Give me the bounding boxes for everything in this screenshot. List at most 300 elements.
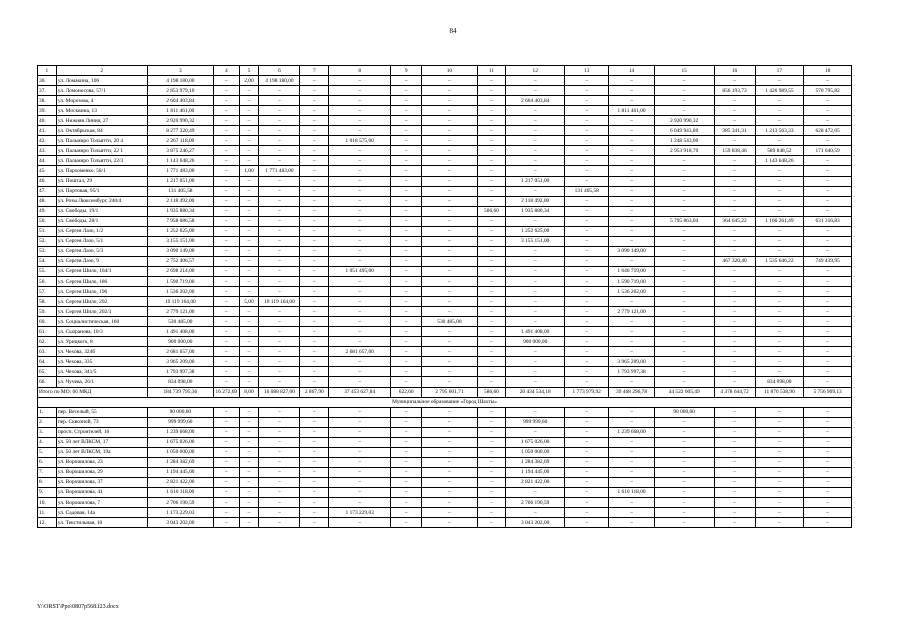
table-cell: – bbox=[609, 508, 654, 518]
table-cell: – bbox=[477, 176, 506, 186]
table-cell: – bbox=[477, 457, 506, 467]
table-cell: – bbox=[422, 417, 477, 427]
table-cell: ул. Текстильная, 10 bbox=[56, 518, 147, 528]
table-cell: – bbox=[755, 407, 804, 417]
table-cell: 1 143 648,26 bbox=[755, 156, 804, 166]
table-cell: 3 155 151,00 bbox=[147, 236, 213, 246]
table-cell: – bbox=[422, 508, 477, 518]
table-cell: – bbox=[422, 447, 477, 457]
table-cell: – bbox=[565, 146, 609, 156]
table-cell: – bbox=[391, 216, 422, 226]
table-cell: 7 bbox=[300, 66, 329, 76]
table-cell: 2 920 990,32 bbox=[147, 116, 213, 126]
table-cell: – bbox=[714, 116, 755, 126]
table-cell: 11 bbox=[477, 66, 506, 76]
table-row bbox=[38, 86, 852, 96]
table-cell: – bbox=[654, 437, 714, 447]
table-cell: – bbox=[477, 276, 506, 286]
table-cell: – bbox=[391, 287, 422, 297]
table-cell: 16 bbox=[714, 66, 755, 76]
table-cell: – bbox=[755, 276, 804, 286]
table-cell: 2 118 492,00 bbox=[147, 196, 213, 206]
table-cell: – bbox=[259, 236, 300, 246]
table-cell: 586,60 bbox=[477, 387, 506, 397]
table-cell: – bbox=[259, 447, 300, 457]
table-cell: – bbox=[565, 407, 609, 417]
table-cell: – bbox=[565, 337, 609, 347]
table-cell: 2 752 406,57 bbox=[147, 256, 213, 266]
table-cell: – bbox=[477, 518, 506, 528]
table-cell: – bbox=[422, 186, 477, 196]
table-cell: – bbox=[329, 317, 391, 327]
table-cell: – bbox=[300, 337, 329, 347]
table-cell: – bbox=[422, 518, 477, 528]
table-cell: 900 000,00 bbox=[147, 337, 213, 347]
table-cell: – bbox=[329, 216, 391, 226]
table-cell: 45. bbox=[38, 166, 57, 176]
table-cell: – bbox=[714, 276, 755, 286]
table-cell: – bbox=[259, 407, 300, 417]
table-cell: – bbox=[391, 427, 422, 437]
table-cell: 1 252 625,00 bbox=[506, 226, 565, 236]
table-cell: 2 920 990,32 bbox=[654, 116, 714, 126]
table-cell: – bbox=[565, 266, 609, 276]
table-cell: 2 267 118,00 bbox=[147, 136, 213, 146]
table-row bbox=[38, 467, 852, 477]
table-cell: – bbox=[609, 457, 654, 467]
table-cell: – bbox=[654, 196, 714, 206]
table-cell: 13 bbox=[565, 66, 609, 76]
table-cell: ул. Октябрьская, 84 bbox=[56, 126, 147, 136]
table-cell: – bbox=[714, 367, 755, 377]
table-cell: – bbox=[300, 276, 329, 286]
table-cell: – bbox=[654, 457, 714, 467]
table-row bbox=[38, 307, 852, 317]
table-cell: – bbox=[259, 487, 300, 497]
table-cell: – bbox=[239, 186, 259, 196]
table-cell: – bbox=[755, 166, 804, 176]
table-cell: – bbox=[565, 367, 609, 377]
table-cell: – bbox=[214, 116, 239, 126]
table-cell: – bbox=[609, 96, 654, 106]
table-cell: – bbox=[506, 317, 565, 327]
table-cell: – bbox=[214, 467, 239, 477]
table-cell: – bbox=[422, 236, 477, 246]
table-cell: – bbox=[239, 437, 259, 447]
table-cell: – bbox=[654, 176, 714, 186]
table-cell: – bbox=[804, 116, 852, 126]
table-cell: – bbox=[422, 96, 477, 106]
table-cell: 1 771 483,00 bbox=[259, 166, 300, 176]
table-cell: – bbox=[755, 427, 804, 437]
table-cell: – bbox=[239, 206, 259, 216]
table-cell: – bbox=[755, 226, 804, 236]
table-cell: – bbox=[259, 307, 300, 317]
section-title: Муниципальное образование «Город Шахты» bbox=[38, 397, 852, 407]
table-cell: – bbox=[214, 498, 239, 508]
table-cell: – bbox=[804, 498, 852, 508]
table-cell: 2 604 403,84 bbox=[147, 96, 213, 106]
table-cell: – bbox=[477, 477, 506, 487]
table-cell: – bbox=[477, 337, 506, 347]
table-cell: – bbox=[259, 437, 300, 447]
table-cell: 1 491 408,00 bbox=[147, 327, 213, 337]
table-cell: – bbox=[239, 126, 259, 136]
table-cell: – bbox=[329, 437, 391, 447]
table-cell: – bbox=[239, 367, 259, 377]
table-cell: – bbox=[506, 136, 565, 146]
table-cell: – bbox=[804, 156, 852, 166]
table-cell: – bbox=[259, 498, 300, 508]
table-cell: – bbox=[477, 136, 506, 146]
table-cell: – bbox=[565, 236, 609, 246]
table-cell: 12 bbox=[506, 66, 565, 76]
table-cell: – bbox=[804, 96, 852, 106]
table-cell: – bbox=[391, 226, 422, 236]
table-cell: – bbox=[259, 457, 300, 467]
table-cell: – bbox=[239, 487, 259, 497]
table-cell: – bbox=[391, 76, 422, 86]
table-header-row bbox=[38, 66, 852, 76]
table-cell: – bbox=[391, 377, 422, 387]
table-cell: – bbox=[300, 377, 329, 387]
table-cell: – bbox=[422, 136, 477, 146]
table-cell: – bbox=[714, 518, 755, 528]
table-cell: – bbox=[565, 357, 609, 367]
table-cell: – bbox=[422, 498, 477, 508]
table-cell: 364 645,22 bbox=[714, 216, 755, 226]
table-cell: – bbox=[239, 417, 259, 427]
table-cell: – bbox=[506, 186, 565, 196]
table-cell: – bbox=[329, 467, 391, 477]
table-row bbox=[38, 216, 852, 226]
table-cell: – bbox=[329, 367, 391, 377]
table-cell: – bbox=[214, 357, 239, 367]
table-cell: – bbox=[609, 407, 654, 417]
table-cell: ул. Садовая, 14а bbox=[56, 508, 147, 518]
table-cell: ул. Свободы, 19/1 bbox=[56, 206, 147, 216]
table-cell: – bbox=[565, 246, 609, 256]
table-cell: – bbox=[654, 498, 714, 508]
table-cell: – bbox=[477, 226, 506, 236]
table-cell: 1 239 668,00 bbox=[609, 427, 654, 437]
table-cell: 44 522 605,49 bbox=[654, 387, 714, 397]
table-cell: 628 472,05 bbox=[804, 126, 852, 136]
table-cell: – bbox=[804, 467, 852, 477]
table-cell: – bbox=[422, 367, 477, 377]
table-cell: – bbox=[239, 196, 259, 206]
table-cell: – bbox=[329, 96, 391, 106]
table-cell: – bbox=[300, 176, 329, 186]
table-row bbox=[38, 156, 852, 166]
table-cell: – bbox=[300, 307, 329, 317]
table-cell: – bbox=[391, 276, 422, 286]
table-cell: – bbox=[300, 518, 329, 528]
table-cell: – bbox=[714, 327, 755, 337]
table-cell: – bbox=[259, 327, 300, 337]
table-cell: – bbox=[300, 116, 329, 126]
table-cell: ул. Ворошилова, 29 bbox=[56, 467, 147, 477]
table-cell: – bbox=[755, 508, 804, 518]
table-row bbox=[38, 206, 852, 216]
table-cell: ул. Ворошилова, 7 bbox=[56, 498, 147, 508]
table-cell: 1 935 880,34 bbox=[506, 206, 565, 216]
table-cell: – bbox=[300, 96, 329, 106]
table-row bbox=[38, 126, 852, 136]
table-cell: – bbox=[755, 246, 804, 256]
table-cell: – bbox=[755, 317, 804, 327]
table-cell: – bbox=[214, 106, 239, 116]
table-cell: – bbox=[477, 216, 506, 226]
table-row bbox=[38, 357, 852, 367]
table-cell: – bbox=[329, 297, 391, 307]
table-cell: 42. bbox=[38, 136, 57, 146]
table-cell: – bbox=[300, 487, 329, 497]
table-row bbox=[38, 447, 852, 457]
table-cell: – bbox=[214, 457, 239, 467]
table-cell: – bbox=[755, 206, 804, 216]
table-cell: – bbox=[804, 136, 852, 146]
table-cell: 60. bbox=[38, 317, 57, 327]
table-cell: – bbox=[654, 417, 714, 427]
table-cell: – bbox=[259, 266, 300, 276]
table-cell: ул. Морозова, 4 bbox=[56, 96, 147, 106]
table-cell: – bbox=[391, 447, 422, 457]
table-cell: – bbox=[755, 347, 804, 357]
table-cell: – bbox=[714, 467, 755, 477]
table-cell: 1 217 051,00 bbox=[506, 176, 565, 186]
table-cell: – bbox=[259, 518, 300, 528]
table-cell: – bbox=[804, 407, 852, 417]
table-cell: 3 043 202,00 bbox=[147, 518, 213, 528]
table-cell: ул. Пальмиро Тольятти, 22 1 bbox=[56, 146, 147, 156]
table-cell: – bbox=[506, 116, 565, 126]
table-cell: – bbox=[654, 317, 714, 327]
table-cell: – bbox=[239, 116, 259, 126]
table-cell: 39 468 296,78 bbox=[609, 387, 654, 397]
table-cell: 39. bbox=[38, 106, 57, 116]
table-cell: – bbox=[391, 146, 422, 156]
table-cell: 47. bbox=[38, 186, 57, 196]
table-cell: – bbox=[654, 347, 714, 357]
table-cell: – bbox=[714, 498, 755, 508]
table-cell: – bbox=[329, 256, 391, 266]
table-cell: – bbox=[477, 327, 506, 337]
table-row bbox=[38, 367, 852, 377]
table-cell: – bbox=[214, 508, 239, 518]
table-cell: – bbox=[714, 186, 755, 196]
table-cell: – bbox=[259, 417, 300, 427]
table-cell: 62. bbox=[38, 337, 57, 347]
table-cell: – bbox=[391, 437, 422, 447]
table-cell: – bbox=[239, 256, 259, 266]
table-cell: 1 173 229,03 bbox=[147, 508, 213, 518]
table-cell: – bbox=[391, 206, 422, 216]
table-cell: – bbox=[259, 276, 300, 286]
table-row bbox=[38, 347, 852, 357]
table-cell: – bbox=[259, 347, 300, 357]
table-cell: 3 090 149,00 bbox=[609, 246, 654, 256]
table-cell: – bbox=[804, 287, 852, 297]
table-cell: – bbox=[329, 307, 391, 317]
table-cell: – bbox=[239, 467, 259, 477]
table-cell: – bbox=[214, 166, 239, 176]
table-cell: 2 698 214,00 bbox=[147, 266, 213, 276]
table-cell: – bbox=[609, 347, 654, 357]
table-cell: 1 194 445,00 bbox=[506, 467, 565, 477]
table-cell: – bbox=[259, 156, 300, 166]
table-cell: – bbox=[300, 266, 329, 276]
table-cell: – bbox=[214, 276, 239, 286]
table-cell: – bbox=[506, 377, 565, 387]
table-cell: – bbox=[565, 317, 609, 327]
table-cell: 900 000,00 bbox=[506, 337, 565, 347]
table-cell: – bbox=[654, 156, 714, 166]
table-cell: 570 795,82 bbox=[804, 86, 852, 96]
table-cell: 3 043 202,00 bbox=[506, 518, 565, 528]
table-cell: – bbox=[239, 226, 259, 236]
table-cell: – bbox=[804, 337, 852, 347]
table-cell: – bbox=[714, 447, 755, 457]
table-cell: ул. Пархоменко, 58/1 bbox=[56, 166, 147, 176]
table-cell: – bbox=[654, 467, 714, 477]
table-cell: – bbox=[391, 246, 422, 256]
table-cell: – bbox=[329, 337, 391, 347]
table-cell: – bbox=[714, 407, 755, 417]
table-cell: 5,00 bbox=[239, 297, 259, 307]
table-cell: – bbox=[755, 96, 804, 106]
table-cell: – bbox=[506, 276, 565, 286]
table-cell: 1 646 719,00 bbox=[609, 266, 654, 276]
table-row bbox=[38, 196, 852, 206]
table-cell: – bbox=[565, 307, 609, 317]
table-cell: – bbox=[654, 106, 714, 116]
table-cell: – bbox=[329, 287, 391, 297]
table-cell: – bbox=[214, 407, 239, 417]
table-row bbox=[38, 377, 852, 387]
table-cell: пер. Сквозной, 73 bbox=[56, 417, 147, 427]
table-cell: – bbox=[214, 447, 239, 457]
table-cell: – bbox=[329, 276, 391, 286]
table-cell: – bbox=[259, 196, 300, 206]
table-cell: – bbox=[329, 377, 391, 387]
table-cell: – bbox=[755, 297, 804, 307]
table-row bbox=[38, 407, 852, 417]
table-cell: – bbox=[565, 457, 609, 467]
table-cell: – bbox=[565, 417, 609, 427]
table-row bbox=[38, 477, 852, 487]
table-cell: – bbox=[714, 357, 755, 367]
table-cell: 66. bbox=[38, 377, 57, 387]
table-cell: 90 000,00 bbox=[654, 407, 714, 417]
table-cell: – bbox=[300, 317, 329, 327]
table-cell: – bbox=[329, 226, 391, 236]
table-cell: – bbox=[755, 76, 804, 86]
table-cell: 7. bbox=[38, 467, 57, 477]
table-row bbox=[38, 287, 852, 297]
table-cell: – bbox=[714, 246, 755, 256]
table-cell: – bbox=[422, 256, 477, 266]
table-cell: 1 610 118,00 bbox=[147, 487, 213, 497]
table-cell: – bbox=[329, 498, 391, 508]
table-cell: – bbox=[506, 216, 565, 226]
table-cell: – bbox=[422, 487, 477, 497]
table-cell: – bbox=[259, 287, 300, 297]
table-cell: – bbox=[506, 76, 565, 86]
table-cell: ул. Сергея Шило, 164/1 bbox=[56, 266, 147, 276]
table-cell: ул. Москвина, 13 bbox=[56, 106, 147, 116]
table-cell: – bbox=[239, 156, 259, 166]
table-cell: – bbox=[654, 477, 714, 487]
table-cell: 749 439,95 bbox=[804, 256, 852, 266]
table-cell: – bbox=[239, 86, 259, 96]
table-cell: – bbox=[654, 86, 714, 96]
table-cell: – bbox=[804, 226, 852, 236]
table-cell: – bbox=[259, 367, 300, 377]
table-cell: – bbox=[329, 106, 391, 116]
table-cell: – bbox=[214, 96, 239, 106]
table-cell: – bbox=[214, 206, 239, 216]
table-cell: 53. bbox=[38, 246, 57, 256]
table-cell: 59. bbox=[38, 307, 57, 317]
table-cell: – bbox=[506, 487, 565, 497]
table-cell: – bbox=[422, 106, 477, 116]
table-cell: – bbox=[329, 76, 391, 86]
table-cell: 18 bbox=[804, 66, 852, 76]
table-cell: – bbox=[654, 266, 714, 276]
table-cell: – bbox=[506, 106, 565, 116]
table-row bbox=[38, 317, 852, 327]
table-cell: ул. Чехова, 324б bbox=[56, 347, 147, 357]
table-cell: ул. Сызранова, 10/3 bbox=[56, 327, 147, 337]
table-cell: – bbox=[329, 236, 391, 246]
table-cell: ул. Ломакина, 106 bbox=[56, 76, 147, 86]
table-cell: – bbox=[259, 106, 300, 116]
table-cell: – bbox=[506, 246, 565, 256]
table-cell: – bbox=[422, 206, 477, 216]
table-cell: – bbox=[804, 477, 852, 487]
table-cell: – bbox=[804, 276, 852, 286]
table-cell: – bbox=[609, 417, 654, 427]
table-cell: – bbox=[477, 146, 506, 156]
table-cell: – bbox=[329, 357, 391, 367]
table-cell: – bbox=[804, 427, 852, 437]
table-row bbox=[38, 417, 852, 427]
table-cell: – bbox=[654, 246, 714, 256]
table-cell: – bbox=[214, 246, 239, 256]
table-cell: – bbox=[391, 357, 422, 367]
table-cell: – bbox=[422, 126, 477, 136]
table-cell: – bbox=[654, 487, 714, 497]
table-cell: – bbox=[214, 236, 239, 246]
table-cell: – bbox=[477, 437, 506, 447]
table-cell: 5 bbox=[239, 66, 259, 76]
table-cell: ул. Ворошилова, 41 bbox=[56, 487, 147, 497]
table-cell: 65. bbox=[38, 367, 57, 377]
table-cell: – bbox=[477, 116, 506, 126]
table-cell: 57. bbox=[38, 287, 57, 297]
table-cell: 1 173 229,03 bbox=[329, 508, 391, 518]
table-cell: 834 098,00 bbox=[147, 377, 213, 387]
table-cell: 2 953 918,70 bbox=[654, 146, 714, 156]
table-cell: – bbox=[565, 276, 609, 286]
table-cell: ул. Урицкого, 8 bbox=[56, 337, 147, 347]
table-cell: – bbox=[804, 447, 852, 457]
table-cell: – bbox=[609, 86, 654, 96]
table-cell: – bbox=[391, 297, 422, 307]
table-cell: – bbox=[609, 136, 654, 146]
table-cell: 3. bbox=[38, 427, 57, 437]
